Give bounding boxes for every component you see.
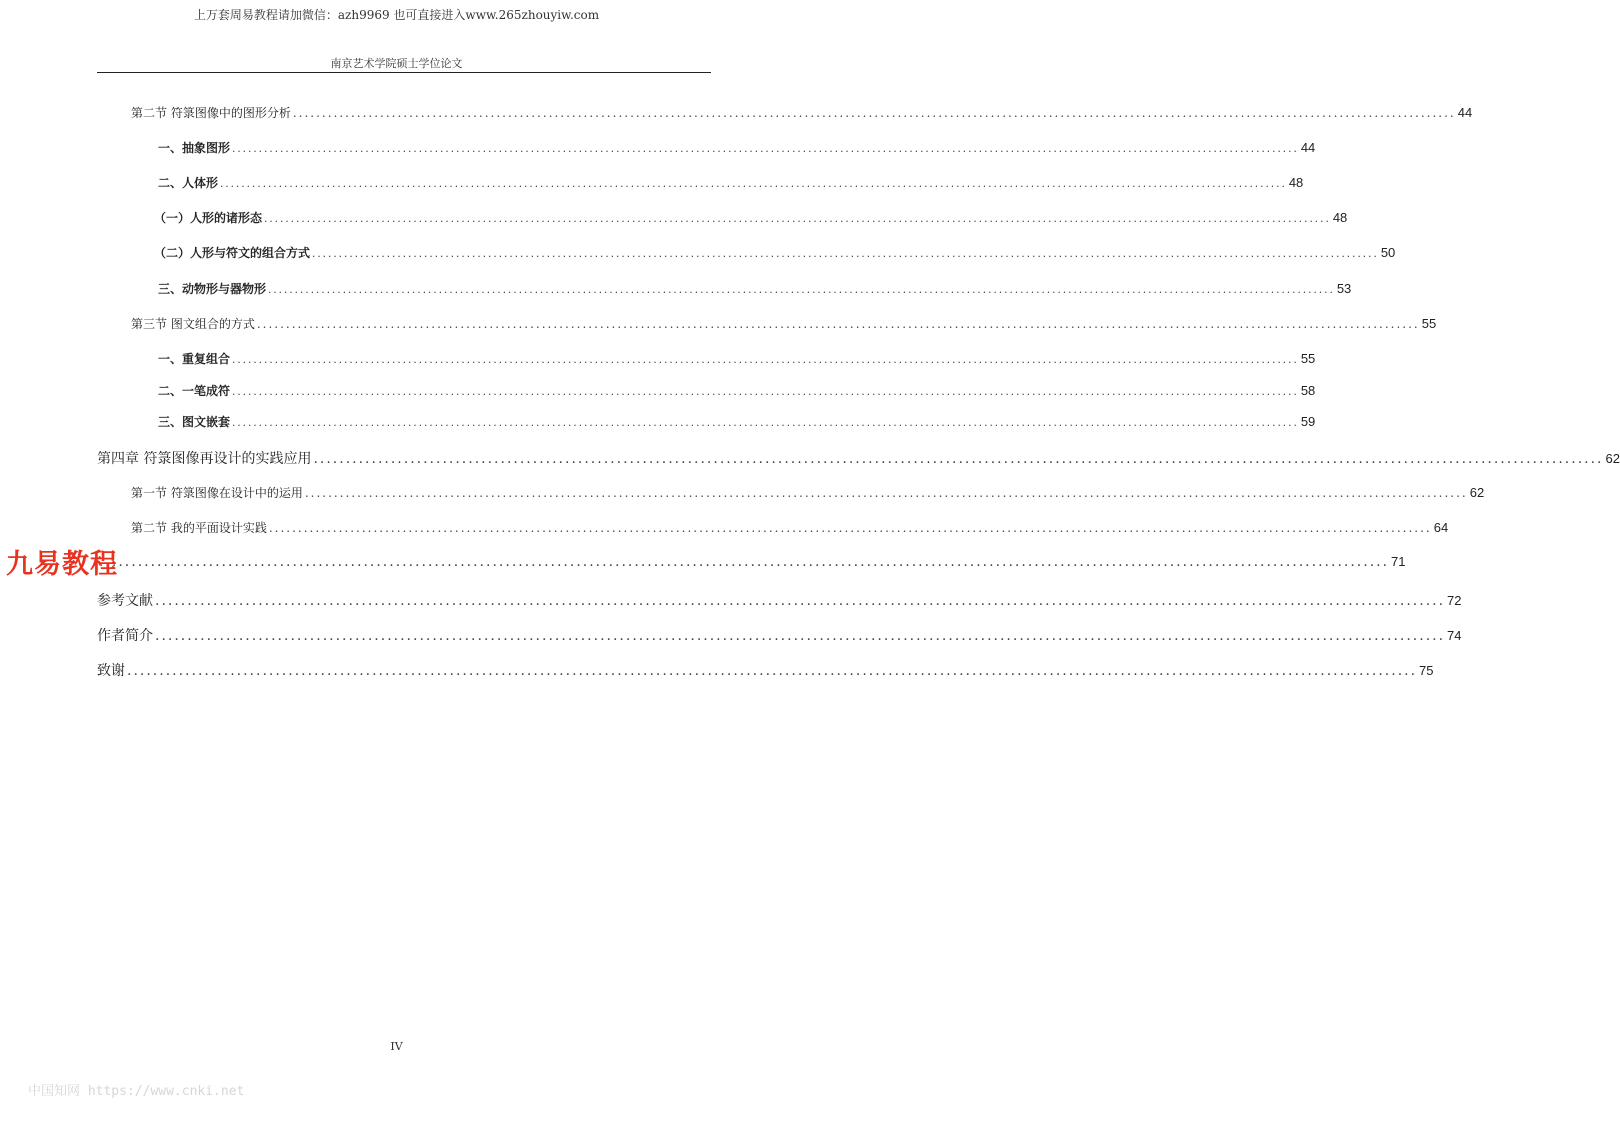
toc-entry[interactable] — [158, 139, 1316, 156]
toc-entry[interactable] — [131, 484, 1485, 501]
toc-entry[interactable] — [158, 350, 1316, 367]
toc-entry-title: 三、动物形与器物形 — [158, 282, 267, 296]
toc-entry-title: 二、人体形 — [158, 176, 219, 190]
page-number: IV — [390, 1040, 403, 1053]
running-header: 南京艺术学院硕士学位论文 — [330, 57, 463, 70]
toc-entry[interactable] — [154, 209, 1348, 226]
toc-entry-title: 参考文献 — [97, 593, 153, 609]
toc-entry[interactable] — [154, 244, 1396, 261]
toc-entry-title: 致谢 — [97, 663, 125, 679]
toc-entry-page: 55 — [1421, 316, 1437, 331]
toc-leader-dots: ........................................................................................................................................................................................................ — [232, 415, 1299, 429]
toc-leader-dots: ........................................................................................................................................................................................................ — [232, 141, 1299, 155]
toc-entry-page: 44 — [1457, 105, 1473, 120]
toc-entry[interactable] — [97, 554, 1406, 570]
toc-entry-title: 第四章 符箓图像再设计的实践应用 — [97, 451, 312, 467]
toc-leader-dots: ........................................................................................................................................................................................................ — [220, 176, 1287, 190]
toc-entry[interactable] — [97, 590, 1462, 610]
toc-entry[interactable] — [158, 280, 1352, 297]
toc-entry[interactable] — [97, 660, 1434, 680]
toc-entry-page: 48 — [1332, 210, 1348, 225]
toc-leader-dots: ........................................................................................................................................................................................................ — [127, 663, 1418, 679]
toc-entry-page: 64 — [1433, 520, 1449, 535]
toc-leader-dots: ........................................................................................................................................................................................................ — [313, 451, 1604, 467]
toc-entry-page: 50 — [1380, 245, 1396, 260]
toc-entry[interactable] — [158, 413, 1316, 430]
toc-entry[interactable] — [158, 382, 1316, 399]
toc-entry-title: 第二节 符箓图像中的图形分析 — [131, 106, 291, 120]
watermark-logo: 九易教程 — [6, 549, 118, 580]
toc-entry[interactable] — [131, 315, 1437, 332]
toc-leader-dots: ........................................................................................................................................................................................................ — [268, 521, 1432, 535]
toc-entry[interactable] — [158, 174, 1304, 191]
toc-leader-dots: ........................................................................................................................................................................................................ — [312, 246, 1379, 260]
toc-entry-title: （二）人形与符文的组合方式 — [154, 246, 311, 260]
toc-entry-page: 58 — [1300, 383, 1316, 398]
toc-entry[interactable] — [97, 448, 1620, 468]
toc-entry-page: 44 — [1300, 140, 1316, 155]
toc-entry-page: 53 — [1336, 281, 1352, 296]
toc-entry-title: 第三节 图文组合的方式 — [131, 317, 255, 331]
toc-leader-dots: ........................................................................................................................................................................................................ — [232, 384, 1299, 398]
toc-entry-title: 第二节 我的平面设计实践 — [131, 521, 267, 535]
toc-entry-page: 62 — [1469, 485, 1485, 500]
toc-entry-page: 72 — [1447, 593, 1462, 608]
toc-entry-page: 59 — [1300, 414, 1316, 429]
cnki-watermark: 中国知网 https://www.cnki.net — [28, 1084, 245, 1099]
top-banner: 上万套周易教程请加微信：azh9969 也可直接进入www.265zhouyiw.com — [193, 8, 600, 22]
toc-entry-page: 74 — [1447, 628, 1462, 643]
toc-entry[interactable] — [131, 104, 1473, 121]
toc-entry-page: 62 — [1605, 451, 1620, 466]
toc-entry-title: 二、一笔成符 — [158, 384, 231, 398]
toc-leader-dots: ........................................................................................................................................................................................................ — [155, 628, 1446, 644]
toc-leader-dots: ........................................................................................................................................................................................................ — [268, 282, 1335, 296]
toc-leader-dots: ........................................................................................................................................................................................................ — [232, 352, 1299, 366]
toc-entry-title: 一、重复组合 — [158, 352, 231, 366]
toc-entry-title: 一、抽象图形 — [158, 141, 231, 155]
toc-leader-dots: ........................................................................................................................................................................................................ — [264, 211, 1331, 225]
toc-entry-page: 48 — [1288, 175, 1304, 190]
toc-leader-dots: ........................................................................................................................................................................................................ — [256, 317, 1420, 331]
toc-leader-dots: ........................................................................................................................................................................................................ — [292, 106, 1456, 120]
toc-leader-dots: ........................................................................................................................................................................................................ — [155, 593, 1446, 609]
toc-leader-dots: ........................................................................................................................................................................................................ — [99, 554, 1390, 570]
toc-entry-page: 71 — [1391, 554, 1406, 569]
toc-entry-title: 第一节 符箓图像在设计中的运用 — [131, 486, 303, 500]
toc-entry[interactable] — [97, 625, 1462, 645]
toc-entry-title: 三、图文嵌套 — [158, 415, 231, 429]
toc-entry-title: 作者简介 — [97, 628, 153, 644]
toc-entry[interactable] — [131, 519, 1449, 536]
toc-entry-page: 75 — [1419, 663, 1434, 678]
toc-entry-page: 55 — [1300, 351, 1316, 366]
toc-leader-dots: ........................................................................................................................................................................................................ — [304, 486, 1468, 500]
toc-entry-title: （一）人形的诸形态 — [154, 211, 263, 225]
